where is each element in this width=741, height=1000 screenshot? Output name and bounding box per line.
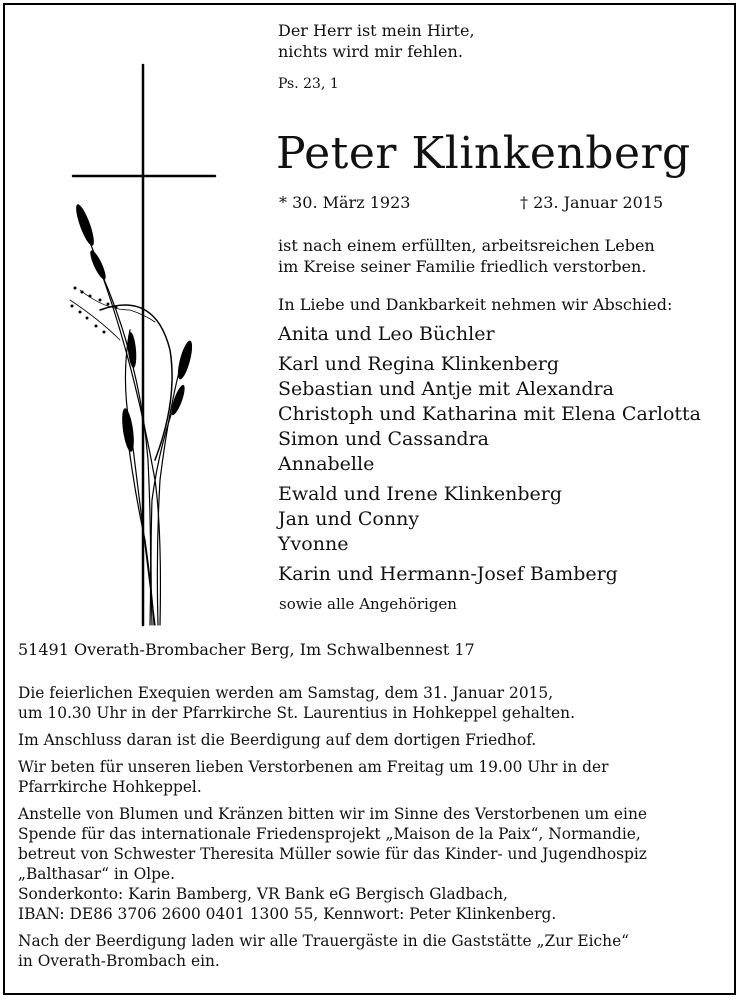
intro-line: ist nach einem erfüllten, arbeitsreichen Leben [278,236,655,255]
mourner-name: Karin und Hermann-Josef Bamberg [278,563,618,585]
mourner-name: Ewald und Irene Klinkenberg [278,483,562,505]
text-line: Wir beten für unseren lieben Verstorbenen am Freitag um 19.00 Uhr in der [18,758,609,776]
paragraph-burial [18,730,728,750]
mourner-group [278,562,701,587]
psalm-quote [278,20,475,62]
paragraph-prayer [18,757,728,797]
birth-date: * 30. März 1923 [279,193,411,212]
deceased-name: Peter Klinkenberg [276,128,691,179]
mourner-name: Karl und Regina Klinkenberg [278,353,560,375]
text-line: betreut von Schwester Theresita Müller sowie für das Kinder- und Jugendhospiz [18,845,647,863]
mourner-name: Simon und Cassandra [278,428,490,450]
address-line: 51491 Overath-Brombacher Berg, Im Schwalbennest 17 [18,640,475,659]
mourner-name: Yvonne [278,533,349,555]
relatives-line: sowie alle Angehörigen [279,595,457,613]
paragraph-exequien [18,683,728,723]
intro-text [278,235,655,277]
text-line: IBAN: DE86 3706 2600 0401 1300 55, Kennwort: Peter Klinkenberg. [18,905,557,923]
intro-line: im Kreise seiner Familie friedlich verstorben. [278,257,647,276]
paragraph-donation [18,804,728,924]
text-line: um 10.30 Uhr in der Pfarrkirche St. Laurentius in Hohkeppel gehalten. [18,704,575,722]
mourner-name: Christoph und Katharina mit Elena Carlotta [278,403,701,425]
mourner-group [278,482,701,557]
paragraph-invitation [18,931,728,971]
psalm-reference: Ps. 23, 1 [278,76,339,92]
text-line: Im Anschluss daran ist die Beerdigung auf dem dortigen Friedhof. [18,731,537,749]
cross-with-wheat-icon [60,60,230,630]
text-line: Spende für das internationale Friedensprojekt „Maison de la Paix“, Normandie, [18,825,641,843]
text-line: Anstelle von Blumen und Kränzen bitten wir im Sinne des Verstorbenen um eine [18,805,647,823]
text-line: Sonderkonto: Karin Bamberg, VR Bank eG Bergisch Gladbach, [18,885,508,903]
mourner-name: Annabelle [278,453,375,475]
text-line: in Overath-Brombach ein. [18,952,220,970]
text-line: Die feierlichen Exequien werden am Samstag, dem 31. Januar 2015, [18,684,554,702]
mourner-group [278,322,701,347]
death-date: † 23. Januar 2015 [520,193,664,212]
service-details [18,683,728,978]
psalm-line: nichts wird mir fehlen. [278,42,463,61]
text-line: „Balthasar“ in Olpe. [18,865,175,883]
mourner-group [278,352,701,477]
mourner-name: Sebastian und Antje mit Alexandra [278,378,614,400]
farewell-line: In Liebe und Dankbarkeit nehmen wir Abschied: [278,295,673,314]
mourner-name: Jan und Conny [278,508,420,530]
mourner-name: Anita und Leo Büchler [278,323,495,345]
mourner-list [278,322,701,592]
psalm-line: Der Herr ist mein Hirte, [278,21,475,40]
text-line: Nach der Beerdigung laden wir alle Trauergäste in die Gaststätte „Zur Eiche“ [18,932,630,950]
text-line: Pfarrkirche Hohkeppel. [18,778,202,796]
